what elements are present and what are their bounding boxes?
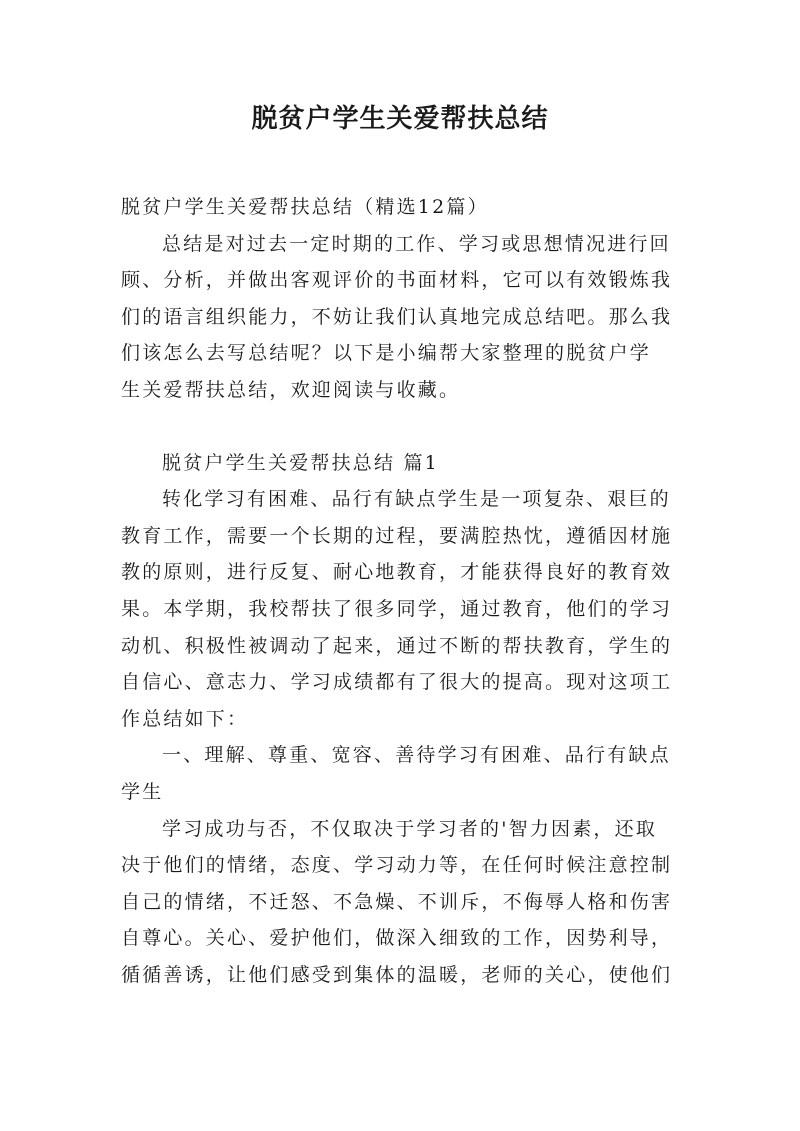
section1-paragraph: [121, 481, 683, 737]
intro-line: 们的语言组织能力，不妨让我们认真地完成总结吧。那么我: [121, 305, 673, 328]
intro-paragraph: [121, 226, 683, 409]
paragraph-line: 学习成功与否，不仅取决于学习者的'智力因素，还取: [162, 817, 658, 840]
paragraph-line: 果。本学期，我校帮扶了很多同学，通过教育，他们的学习: [121, 597, 673, 620]
document-title: 脱贫户学生关爱帮扶总结: [251, 104, 549, 134]
paragraph-line: 自尊心。关心、爱护他们，做深入细致的工作，因势利导，: [121, 927, 673, 950]
paragraph-line: 教育工作，需要一个长期的过程，要满腔热忱，遵循因材施: [121, 524, 673, 547]
document-subtitle: 脱贫户学生关爱帮扶总结（精选12篇）: [121, 196, 489, 218]
subheading: [121, 737, 683, 810]
paragraph-line: 决于他们的情绪，态度、学习动力等，在任何时候注意控制: [121, 854, 673, 877]
paragraph-line: 自信心、意志力、学习成绩都有了很大的提高。现对这项工: [121, 671, 673, 694]
intro-line: 顾、分析，并做出客观评价的书面材料，它可以有效锻炼我: [121, 269, 673, 292]
paragraph-line: 教的原则，进行反复、耐心地教育，才能获得良好的教育效: [121, 561, 673, 584]
paragraph-line: 作总结如下：: [121, 707, 249, 730]
document-body: [121, 189, 683, 993]
intro-line: 们该怎么去写总结呢？以下是小编帮大家整理的脱贫户学: [121, 342, 652, 365]
section-heading: 脱贫户学生关爱帮扶总结 篇1: [162, 451, 439, 474]
paragraph-line: 动机、积极性被调动了起来，通过不断的帮扶教育，学生的: [121, 634, 673, 657]
section1-paragraph-2: [121, 811, 683, 994]
intro-line: 生关爱帮扶总结，欢迎阅读与收藏。: [121, 378, 461, 401]
paragraph-line: 自己的情绪，不迁怒、不急燥、不训斥，不侮辱人格和伤害: [121, 890, 673, 913]
paragraph-line: 转化学习有困难、品行有缺点学生是一项复杂、艰巨的: [162, 488, 671, 511]
subheading-line: 一、理解、尊重、宽容、善待学习有困难、品行有缺点: [162, 744, 671, 767]
intro-line: 总结是对过去一定时期的工作、学习或思想情况进行回: [162, 232, 671, 255]
subheading-line: 学生: [121, 780, 164, 803]
paragraph-line: 循循善诱，让他们感受到集体的温暖，老师的关心，使他们: [121, 963, 673, 986]
